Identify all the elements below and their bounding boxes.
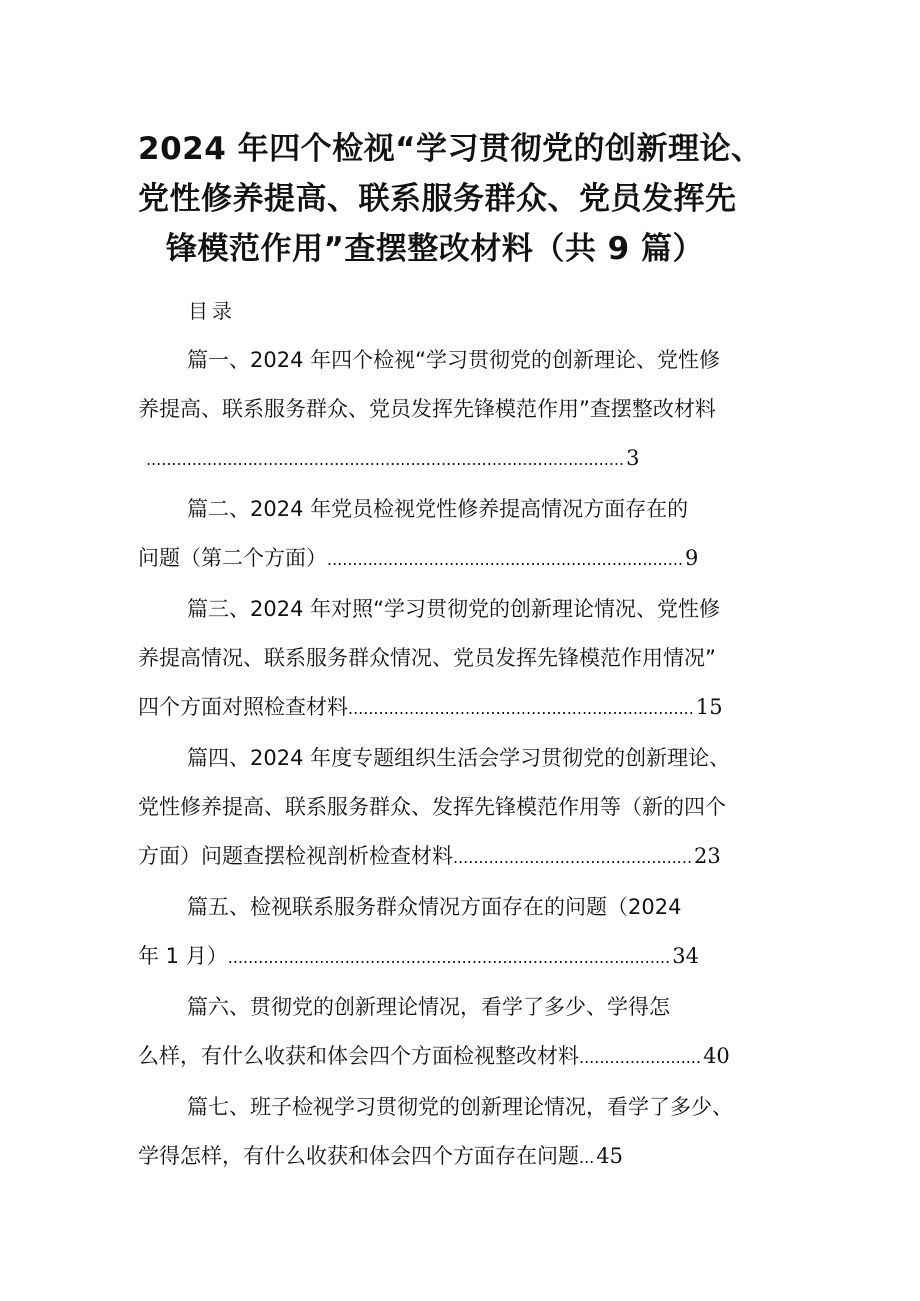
toc-entry-page-line bbox=[138, 932, 798, 981]
toc-entry-title-continued: 养提高情况、联系服务群众情况、党员发挥先锋模范作用情况” bbox=[138, 646, 716, 670]
page-number: 40 bbox=[703, 1044, 730, 1068]
toc-entry[interactable] bbox=[138, 983, 798, 1081]
dot-leader: ... bbox=[579, 1148, 595, 1167]
toc-entry-page-line bbox=[138, 1032, 798, 1081]
page-number: 34 bbox=[672, 944, 699, 968]
toc-entry-page-line bbox=[138, 434, 798, 483]
toc-entry-title: 篇五、检视联系服务群众情况方面存在的问题（2024 bbox=[187, 895, 682, 919]
document-title bbox=[138, 124, 798, 274]
toc-entry-page-line bbox=[138, 832, 798, 881]
dot-leader: ............................................... bbox=[453, 848, 693, 867]
toc-entry[interactable] bbox=[138, 485, 798, 583]
toc-entry[interactable] bbox=[138, 336, 798, 483]
page-number: 3 bbox=[626, 446, 640, 470]
toc-entry[interactable] bbox=[138, 734, 798, 881]
toc-entry[interactable] bbox=[138, 883, 798, 981]
toc-entry-title: 篇七、班子检视学习贯彻党的创新理论情况，看学了多少、 bbox=[187, 1095, 733, 1119]
toc-entry-title: 篇二、2024 年党员检视党性修养提高情况方面存在的 bbox=[187, 497, 689, 521]
toc-entry-title: 篇三、2024 年对照“学习贯彻党的创新理论情况、党性修 bbox=[187, 597, 720, 621]
toc-entry-title-continued: 学得怎样，有什么收获和体会四个方面存在问题 bbox=[138, 1144, 579, 1168]
toc-entry-page-line bbox=[138, 1132, 798, 1181]
toc-entry[interactable] bbox=[138, 585, 798, 732]
dot-leader: .............................................................................................. bbox=[146, 450, 625, 469]
page-number: 9 bbox=[685, 546, 699, 570]
dot-leader: ....................................................................................... bbox=[227, 948, 671, 967]
toc-entry-page-line bbox=[138, 683, 798, 732]
dot-leader: .................................................................... bbox=[348, 699, 694, 718]
toc-entry-title-continued: 党性修养提高、联系服务群众、发挥先锋模范作用等（新的四个 bbox=[138, 795, 726, 819]
table-of-contents bbox=[138, 336, 798, 1183]
page-number: 23 bbox=[694, 844, 721, 868]
title-line-1: 2024 年四个检视“学习贯彻党的创新理论、 bbox=[138, 131, 763, 167]
title-line-2: 党性修养提高、联系服务群众、党员发挥先 bbox=[138, 181, 737, 217]
toc-entry-title-continued: 方面）问题查摆检视剖析检查材料 bbox=[138, 844, 453, 868]
toc-entry[interactable] bbox=[138, 1083, 798, 1181]
toc-entry-title-continued: 问题（第二个方面） bbox=[138, 546, 327, 570]
toc-entry-title-continued: 养提高、联系服务群众、党员发挥先锋模范作用”查摆整改材料 bbox=[138, 397, 716, 421]
dot-leader: ...................................................................... bbox=[327, 550, 684, 569]
title-line-3: 锋模范作用”查摆整改材料（共 9 篇） bbox=[166, 231, 705, 267]
dot-leader: ........................ bbox=[579, 1048, 702, 1067]
page-number: 45 bbox=[596, 1144, 623, 1168]
toc-heading: 目录 bbox=[188, 299, 236, 323]
toc-entry-title: 篇六、贯彻党的创新理论情况，看学了多少、学得怎 bbox=[187, 995, 670, 1019]
toc-entry-page-line bbox=[138, 534, 798, 583]
toc-entry-title-continued: 么样，有什么收获和体会四个方面检视整改材料 bbox=[138, 1044, 579, 1068]
toc-entry-title-continued: 年 1 月） bbox=[138, 944, 228, 968]
toc-entry-title: 篇四、2024 年度专题组织生活会学习贯彻党的创新理论、 bbox=[187, 746, 731, 770]
toc-entry-title-continued: 四个方面对照检查材料 bbox=[138, 695, 348, 719]
page-number: 15 bbox=[695, 695, 723, 719]
toc-entry-title: 篇一、2024 年四个检视“学习贯彻党的创新理论、党性修 bbox=[187, 348, 720, 372]
